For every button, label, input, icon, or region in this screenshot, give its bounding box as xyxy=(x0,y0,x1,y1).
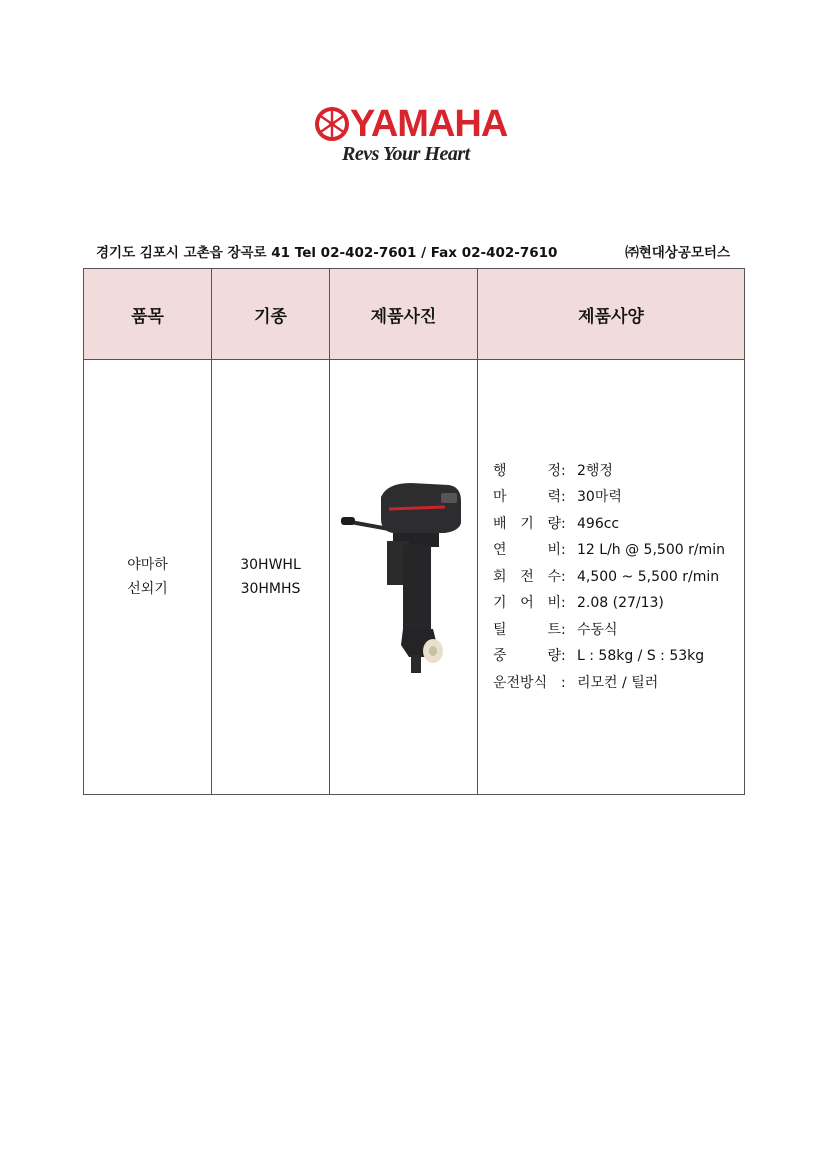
spec-separator: : xyxy=(561,489,566,506)
spec-value: 4,500 ~ 5,500 r/min xyxy=(577,568,720,585)
spec-value: 30마력 xyxy=(577,489,622,506)
item-cell xyxy=(84,360,212,795)
spec-label-char: 트 xyxy=(547,621,561,638)
spec-label xyxy=(493,458,561,485)
spec-label-char: 기 xyxy=(493,595,507,612)
spec-separator: : xyxy=(561,621,566,638)
spec-label-char: 행 xyxy=(493,462,507,479)
spec-label-char: 전 xyxy=(520,568,534,585)
spec-row xyxy=(493,670,743,697)
model-name: 30HMHS xyxy=(240,581,301,597)
spec-label-char: 마 xyxy=(493,489,507,506)
spec-row xyxy=(493,564,743,591)
spec-label-char: 력 xyxy=(547,489,561,506)
spec-value: L : 58kg / S : 53kg xyxy=(577,648,705,665)
address-contact-line: 경기도 김포시 고촌읍 장곡로 41 Tel 02-402-7601 / Fax 02-402-7610 xyxy=(96,245,558,261)
column-header-item: 품목 xyxy=(84,269,212,360)
spec-label-char: 수 xyxy=(547,568,561,585)
yamaha-logo xyxy=(312,100,508,170)
spec-separator: : xyxy=(561,462,566,479)
spec-list xyxy=(493,458,743,697)
spec-separator: : xyxy=(561,515,566,532)
product-spec-table xyxy=(83,268,745,795)
spec-label-char: 중 xyxy=(493,648,507,665)
spec-label-char: 회 xyxy=(493,568,507,585)
spec-value: 2행정 xyxy=(577,462,613,479)
spec-separator: : xyxy=(561,674,566,691)
spec-separator: : xyxy=(561,542,566,559)
table-header-row xyxy=(84,269,745,360)
spec-label xyxy=(493,511,561,538)
model-cell xyxy=(212,360,330,795)
spec-row xyxy=(493,537,743,564)
spec-label-char: 비 xyxy=(547,595,561,612)
column-header-specs: 제품사양 xyxy=(478,269,745,360)
tuning-fork-emblem-icon xyxy=(314,106,350,142)
spec-value: 2.08 (27/13) xyxy=(577,595,664,612)
spec-value: 리모컨 / 틸러 xyxy=(577,674,659,691)
spec-label-char: 기 xyxy=(520,515,534,532)
spec-label-char: 어 xyxy=(520,595,534,612)
spec-label xyxy=(493,564,561,591)
item-line: 야마하 xyxy=(127,557,168,573)
table-row xyxy=(84,360,745,795)
item-line: 선외기 xyxy=(127,581,168,597)
spec-label-char: 량 xyxy=(547,648,561,665)
spec-label xyxy=(493,670,561,697)
spec-label-char: 연 xyxy=(493,542,507,559)
spec-row xyxy=(493,484,743,511)
spec-value: 수동식 xyxy=(577,621,618,638)
spec-separator: : xyxy=(561,648,566,665)
spec-label-char: 량 xyxy=(547,515,561,532)
spec-label-char: 운전방식 xyxy=(493,674,548,691)
spec-row xyxy=(493,458,743,485)
specs-cell xyxy=(478,360,745,795)
spec-row xyxy=(493,590,743,617)
spec-value: 12 L/h @ 5,500 r/min xyxy=(577,542,725,559)
spec-label xyxy=(493,643,561,670)
brand-tagline: Revs Your Heart xyxy=(342,143,470,165)
outboard-motor-icon xyxy=(341,479,467,675)
column-header-photo: 제품사진 xyxy=(330,269,478,360)
spec-value: 496cc xyxy=(577,515,620,532)
spec-label-char: 비 xyxy=(547,542,561,559)
spec-label-char: 배 xyxy=(493,515,507,532)
spec-row xyxy=(493,643,743,670)
spec-label xyxy=(493,590,561,617)
column-header-model: 기종 xyxy=(212,269,330,360)
spec-label xyxy=(493,617,561,644)
spec-label-char: 정 xyxy=(547,462,561,479)
spec-row xyxy=(493,617,743,644)
photo-cell xyxy=(330,360,478,795)
spec-label xyxy=(493,484,561,511)
spec-row xyxy=(493,511,743,538)
spec-label-char: 틸 xyxy=(493,621,507,638)
company-name: ㈜현대상공모터스 xyxy=(625,245,730,261)
spec-separator: : xyxy=(561,568,566,585)
model-name: 30HWHL xyxy=(240,557,301,573)
brand-name: YAMAHA xyxy=(350,103,508,145)
spec-label xyxy=(493,537,561,564)
spec-separator: : xyxy=(561,595,566,612)
